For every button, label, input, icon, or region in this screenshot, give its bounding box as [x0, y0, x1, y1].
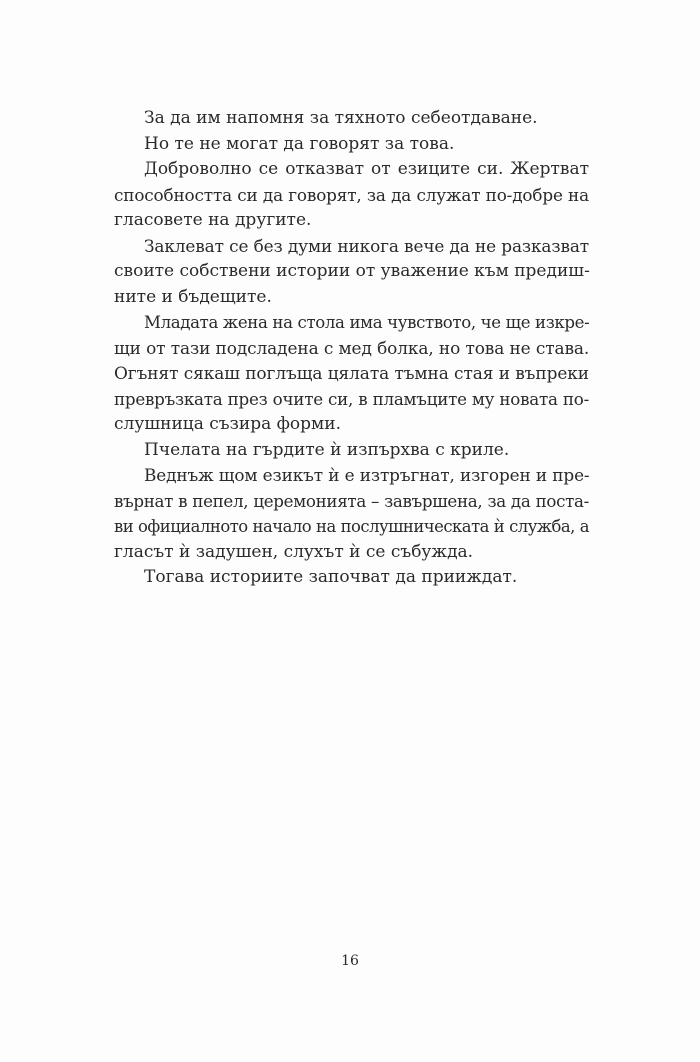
- text-line: гласовете на другите.: [114, 210, 312, 230]
- text-line: Но те не могат да говорят за това.: [144, 133, 455, 154]
- text-line: Доброволно се отказват от езиците си. Жертват: [144, 159, 589, 179]
- text-line: Огънят сякаш поглъща цялата тъмна стая и въпреки: [114, 363, 589, 383]
- text-line: гласът ѝ задушен, слухът ѝ се събужда.: [114, 541, 474, 562]
- body-text: [114, 106, 589, 591]
- text-line: превръзката през очите си, в пламъците му новата по-: [114, 388, 589, 409]
- text-line: Веднъж щом езикът ѝ е изтръгнат, изгорен и пре-: [144, 465, 590, 485]
- text-line: своите собствени истории от уважение към предиш-: [114, 261, 590, 281]
- text-line: Младата жена на стола има чувството, че ще изкре-: [144, 313, 590, 332]
- text-line: Тогава историите започват да прииждат.: [144, 567, 518, 587]
- text-line: върнат в пепел, церемонията – завършена, за да постa-: [114, 491, 589, 511]
- text-line: Пчелата на гърдите ѝ изпърхва с криле.: [144, 439, 510, 460]
- text-line: щи от тази подсладена с мед болка, но това не става.: [114, 337, 590, 358]
- text-line: способността си да говорят, за да служат по-добре на: [114, 184, 589, 205]
- text-line: За да им напомня за тяхното себеотдаване.: [144, 108, 538, 128]
- page-number: 16: [341, 953, 359, 969]
- text-line: ви официалното начало на послушническата ѝ служба, а: [114, 517, 589, 536]
- text-line: Заклеват се без думи никога вече да не разказват: [144, 235, 590, 256]
- text-line: слушница съзира форми.: [114, 414, 342, 434]
- text-line: ните и бъдещите.: [114, 286, 272, 307]
